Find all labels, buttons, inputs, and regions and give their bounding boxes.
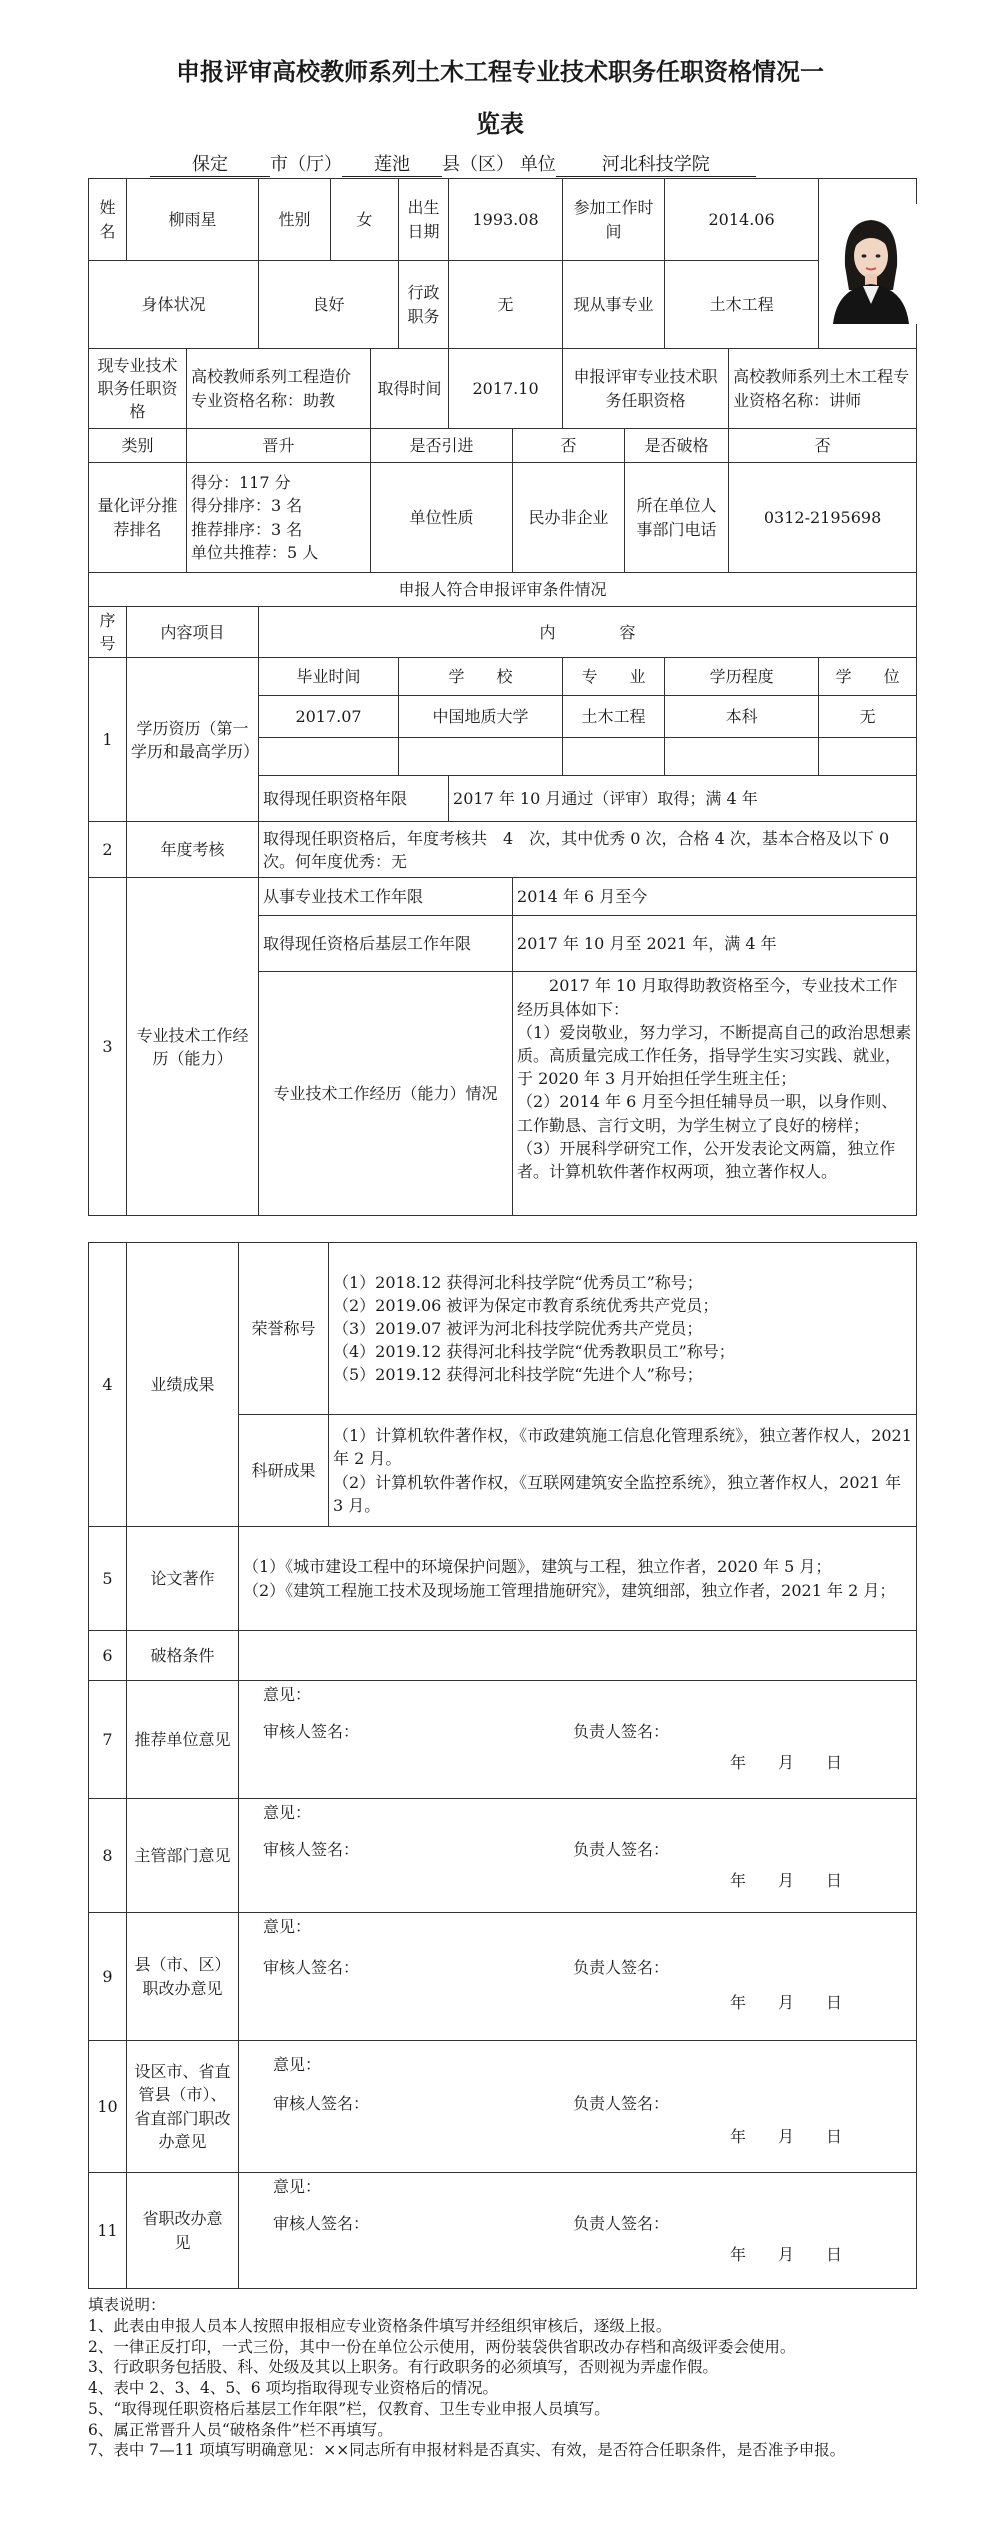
opinion-no: 7 <box>89 1681 127 1799</box>
edu-cell-graduation: 2017.07 <box>259 696 399 738</box>
experience-years-label: 从事专业技术工作年限 <box>259 878 513 916</box>
unit-value: 河北科技学院 <box>556 150 756 177</box>
edu-cell-level: 本科 <box>665 696 819 738</box>
current-qual-label: 现专业技术职务任职资格 <box>89 349 187 429</box>
honor-label: 荣誉称号 <box>239 1243 329 1415</box>
experience-no: 3 <box>89 878 127 1216</box>
achievements-label: 业绩成果 <box>127 1243 239 1527</box>
introduced-label: 是否引进 <box>371 429 513 463</box>
honor-item: （5）2019.12 获得河北科技学院“先进个人”称号； <box>333 1365 703 1385</box>
leader-signature: 负责人签名： <box>573 2214 670 2234</box>
note-item: 2、一律正反打印，一式三份，其中一份在单位公示使用，两份装袋供省职改办存档和高级评委会使用。 <box>88 2337 796 2356</box>
opinion-date: 年 月 日 <box>730 2245 843 2265</box>
opinion-label: 省职改办意 见 <box>127 2173 239 2289</box>
opinion-text: 意见： <box>273 2177 322 2196</box>
paper-item: （1）《城市建设工程中的环境保护问题》，建筑与工程，独立作者，2020 年 5 月； <box>243 1557 832 1577</box>
research-label: 科研成果 <box>239 1415 329 1527</box>
edu-empty-cell <box>665 738 819 776</box>
conditions-section-title: 申报人符合申报评审条件情况 <box>89 573 917 607</box>
county-suffix: 县（区） <box>442 154 514 175</box>
honor-item: （2）2019.06 被评为保定市教育系统优秀共产党员； <box>333 1295 719 1315</box>
edu-empty-cell <box>259 738 399 776</box>
birth-label: 出生日期 <box>399 179 449 261</box>
edu-header-level: 学历程度 <box>665 658 819 696</box>
qual-years-label: 取得现任职资格年限 <box>259 776 449 822</box>
hr-phone-label: 所在单位人事部门电话 <box>625 463 729 573</box>
edu-header-graduation: 毕业时间 <box>259 658 399 696</box>
col-item-header: 内容项目 <box>127 607 259 658</box>
col-no-header: 序号 <box>89 607 127 658</box>
reviewer-signature: 审核人签名： <box>273 2094 370 2114</box>
admin-post-label: 行政职务 <box>399 261 449 349</box>
papers-no: 5 <box>89 1527 127 1631</box>
honor-item: （1）2018.12 获得河北科技学院“优秀员工”称号； <box>333 1272 703 1292</box>
hr-phone-value: 0312-2195698 <box>729 463 917 573</box>
grass-years-label: 取得现任资格后基层工作年限 <box>259 916 513 972</box>
opinion-date: 年 月 日 <box>730 1753 843 1773</box>
sex-value: 女 <box>331 179 399 261</box>
score-text: 得分：117 分 <box>191 473 291 493</box>
opinion-cell <box>239 1681 917 1799</box>
opinion-text: 意见： <box>273 2055 322 2074</box>
opinion-no: 10 <box>89 2041 127 2173</box>
opinion-no: 8 <box>89 1799 127 1913</box>
page-title-line1: 申报评审高校教师系列土木工程专业技术职务任职资格情况一 <box>176 58 824 86</box>
admin-post-value: 无 <box>449 261 563 349</box>
opinion-label: 县（市、区）职改办意见 <box>127 1913 239 2041</box>
unit-total-text: 单位共推荐：5 人 <box>191 542 319 562</box>
work-start-label: 参加工作时间 <box>563 179 665 261</box>
note-item: 5、“取得现任职资格后基层工作年限”栏，仅教育、卫生专业申报人员填写。 <box>88 2399 610 2418</box>
assessment-no: 2 <box>89 822 127 878</box>
opinion-date: 年 月 日 <box>730 1993 843 2013</box>
opinion-text: 意见： <box>263 1803 312 1822</box>
introduced-value: 否 <box>513 429 625 463</box>
edu-empty-cell <box>819 738 917 776</box>
exception-label: 是否破格 <box>625 429 729 463</box>
obtain-time-label: 取得时间 <box>371 349 449 429</box>
photo-cell <box>819 179 917 349</box>
experience-detail-label: 专业技术工作经历（能力）情况 <box>259 972 513 1216</box>
papers-label: 论文著作 <box>127 1527 239 1631</box>
experience-detail-line: （3）开展科学研究工作，公开发表论文两篇，独立作者。计算机软件著作权两项，独立著作权人。 <box>517 1138 896 1181</box>
fill-instructions <box>88 2295 908 2461</box>
county-value: 莲池 <box>342 150 442 177</box>
apply-qual-value: 高校教师系列土木工程专业资格名称：讲师 <box>729 349 917 429</box>
edu-header-school: 学 校 <box>399 658 563 696</box>
edu-no: 1 <box>89 658 127 822</box>
paper-item: （2）《建筑工程施工技术及现场施工管理措施研究》，建筑细部，独立作者，2021 年 2 月； <box>243 1580 896 1600</box>
honor-item: （3）2019.07 被评为河北科技学院优秀共产党员； <box>333 1318 703 1338</box>
reviewer-signature: 审核人签名： <box>263 1840 360 1860</box>
location-line <box>150 150 870 177</box>
experience-detail-line: （2）2014 年 6 月至今担任辅导员一职，以身作则、工作勤恳、言行文明，为学生树立了良好的榜样； <box>517 1092 898 1135</box>
edu-cell-degree: 无 <box>819 696 917 738</box>
basic-info-table <box>88 178 917 1216</box>
name-label: 姓名 <box>89 179 127 261</box>
experience-label: 专业技术工作经历（能力） <box>127 878 259 1216</box>
edu-empty-cell <box>563 738 665 776</box>
note-item: 3、行政职务包括股、科、处级及其以上职务。有行政职务的必须填写，否则视为弄虚作假。 <box>88 2358 718 2377</box>
experience-detail-line: （1）爱岗敬业，努力学习，不断提高自己的政治思想素质。高质量完成工作任务，指导学生实习实践、就业，于 2020 年 3 月开始担任学生班主任； <box>517 1022 912 1089</box>
note-item: 7、表中 7—11 项填写明确意见：××同志所有申报材料是否真实、有效，是否符合任职条件，是否准予申报。 <box>88 2441 846 2460</box>
city-value: 保定 <box>150 150 270 177</box>
exception-cond-label: 破格条件 <box>127 1631 239 1681</box>
reviewer-signature: 审核人签名： <box>263 1722 360 1742</box>
leader-signature: 负责人签名： <box>573 2094 670 2114</box>
papers-list <box>239 1527 917 1631</box>
score-rank-text: 得分排序：3 名 <box>191 496 303 516</box>
opinion-text: 意见： <box>263 1917 312 1936</box>
achievements-no: 4 <box>89 1243 127 1527</box>
honor-list <box>329 1243 917 1415</box>
category-value: 晋升 <box>187 429 371 463</box>
opinion-label: 设区市、省直管县（市）、省直部门职改办意见 <box>127 2041 239 2173</box>
current-qual-value: 高校教师系列工程造价专业资格名称：助教 <box>187 349 371 429</box>
note-item: 1、此表由申报人员本人按照申报相应专业资格条件填写并经组织审核后，逐级上报。 <box>88 2316 672 2335</box>
opinion-label: 推荐单位意见 <box>127 1681 239 1799</box>
name-value: 柳雨星 <box>127 179 259 261</box>
city-suffix: 市（厅） <box>270 154 342 175</box>
edu-cell-major: 土木工程 <box>563 696 665 738</box>
research-item: （2）计算机软件著作权，《互联网建筑安全监控系统》，独立著作权人，2021 年 3 月。 <box>333 1472 901 1515</box>
work-start-value: 2014.06 <box>665 179 819 261</box>
health-value: 良好 <box>259 261 399 349</box>
edu-header-degree: 学 位 <box>819 658 917 696</box>
reviewer-signature: 审核人签名： <box>273 2214 370 2234</box>
edu-label: 学历资历（第一学历和最高学历） <box>127 658 259 822</box>
leader-signature: 负责人签名： <box>573 1722 670 1742</box>
apply-qual-label: 申报评审专业技术职务任职资格 <box>563 349 729 429</box>
edu-empty-cell <box>399 738 563 776</box>
reviewer-signature: 审核人签名： <box>263 1958 360 1978</box>
col-content-header: 内 容 <box>259 607 917 658</box>
edu-cell-school: 中国地质大学 <box>399 696 563 738</box>
conditions-table-continued <box>88 1242 917 2289</box>
obtain-time-value: 2017.10 <box>449 349 563 429</box>
exception-cond-value <box>239 1631 917 1681</box>
unit-label: 单位 <box>519 154 556 175</box>
opinion-cell <box>239 2173 917 2289</box>
recommend-rank-text: 推荐排序：3 名 <box>191 519 303 539</box>
opinion-date: 年 月 日 <box>730 1871 843 1891</box>
category-label: 类别 <box>89 429 187 463</box>
assessment-text: 取得现任职资格后，年度考核共 4 次，其中优秀 0 次，合格 4 次，基本合格及以下 0 次。何年度优秀：无 <box>259 822 917 878</box>
opinion-date: 年 月 日 <box>730 2127 843 2147</box>
research-list <box>329 1415 917 1527</box>
ranking-label: 量化评分推荐排名 <box>89 463 187 573</box>
opinion-cell <box>239 1913 917 2041</box>
current-major-label: 现从事专业 <box>563 261 665 349</box>
unit-nature-value: 民办非企业 <box>513 463 625 573</box>
exception-value: 否 <box>729 429 917 463</box>
page-title-line2: 览表 <box>476 110 524 138</box>
opinion-no: 9 <box>89 1913 127 2041</box>
opinion-label: 主管部门意见 <box>127 1799 239 1913</box>
opinion-cell <box>239 1799 917 1913</box>
portrait-photo-icon <box>823 204 919 324</box>
leader-signature: 负责人签名： <box>573 1840 670 1860</box>
leader-signature: 负责人签名： <box>573 1958 670 1978</box>
opinion-cell <box>239 2041 917 2173</box>
experience-detail <box>513 972 917 1216</box>
qual-years-value: 2017 年 10 月通过（评审）取得；满 4 年 <box>449 776 917 822</box>
current-major-value: 土木工程 <box>665 261 819 349</box>
opinion-text: 意见： <box>263 1685 312 1704</box>
note-item: 4、表中 2、3、4、5、6 项均指取得现专业资格后的情况。 <box>88 2379 499 2398</box>
experience-years-value: 2014 年 6 月至今 <box>513 878 917 916</box>
edu-header-major: 专 业 <box>563 658 665 696</box>
unit-nature-label: 单位性质 <box>371 463 513 573</box>
honor-item: （4）2019.12 获得河北科技学院“优秀教职员工”称号； <box>333 1342 735 1362</box>
health-label: 身体状况 <box>89 261 259 349</box>
ranking-value <box>187 463 371 573</box>
research-item: （1）计算机软件著作权，《市政建筑施工信息化管理系统》，独立著作权人，2021 年 2 月。 <box>333 1426 912 1469</box>
experience-detail-line: 2017 年 10 月取得助教资格至今，专业技术工作经历具体如下： <box>517 976 898 1019</box>
notes-title: 填表说明： <box>88 2296 166 2314</box>
assessment-label: 年度考核 <box>127 822 259 878</box>
sex-label: 性别 <box>259 179 331 261</box>
opinion-no: 11 <box>89 2173 127 2289</box>
note-item: 6、属正常晋升人员“破格条件”栏不再填写。 <box>88 2420 393 2439</box>
grass-years-value: 2017 年 10 月至 2021 年，满 4 年 <box>513 916 917 972</box>
exception-cond-no: 6 <box>89 1631 127 1681</box>
birth-value: 1993.08 <box>449 179 563 261</box>
